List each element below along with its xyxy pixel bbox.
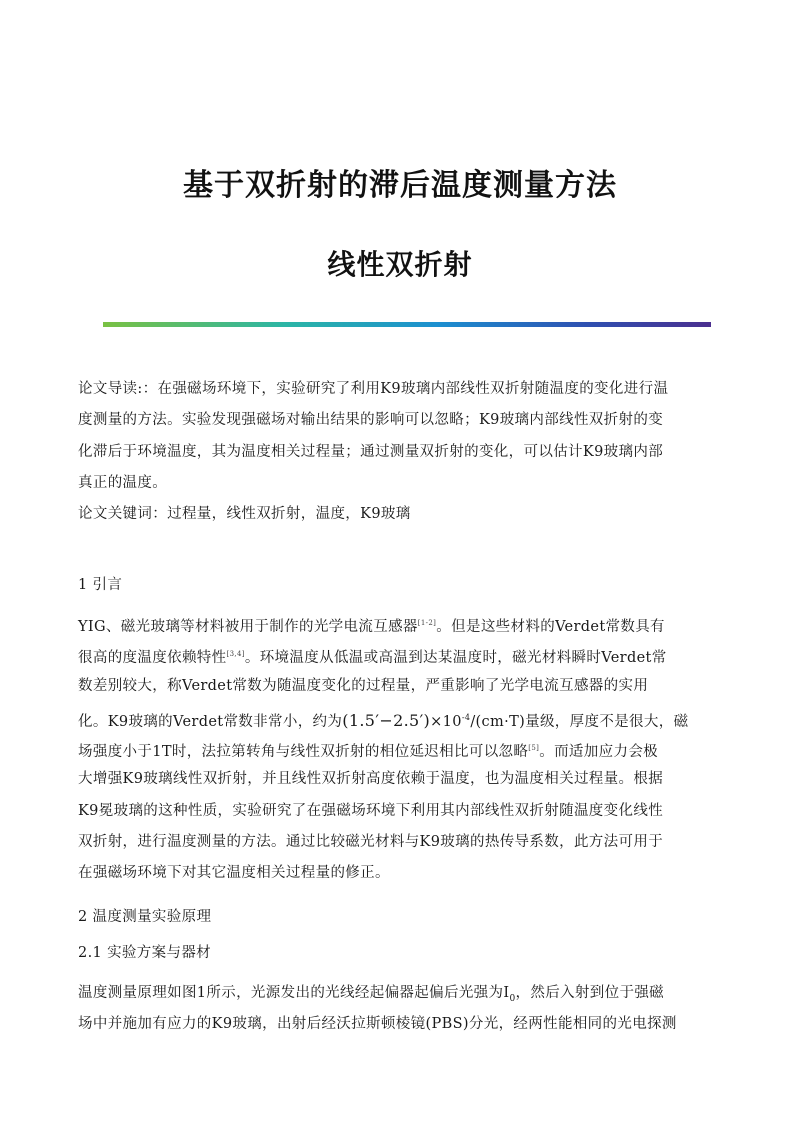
paragraph-line: YIG、磁光玻璃等材料被用于制作的光学电流互感器[1-2]。但是这些材料的Verdet常数具有 bbox=[78, 618, 665, 635]
math-expression: (1.5′−2.5′) bbox=[342, 710, 431, 730]
paper-subtitle: 线性双折射 bbox=[327, 248, 473, 281]
abstract bbox=[78, 374, 728, 530]
paragraph-line: 数差别较大，称Verdet常数为随温度变化的过程量，严重影响了光学电流互感器的实用 bbox=[78, 677, 649, 694]
paper-title: 基于双折射的滞后温度测量方法 bbox=[183, 168, 617, 203]
paragraph-line: 场中并施加有应力的K9玻璃，出射后经沃拉斯顿棱镜(PBS)分光，经两性能相同的光电探测 bbox=[78, 1016, 677, 1033]
citation: [1-2] bbox=[417, 619, 437, 627]
paragraph-line: 双折射，进行温度测量的方法。通过比较磁光材料与K9玻璃的热传导系数，此方法可用于 bbox=[78, 834, 664, 851]
subsection-heading: 2.1 实验方案与器材 bbox=[78, 945, 212, 961]
section-heading: 1 引言 bbox=[78, 577, 123, 593]
citation: [5] bbox=[528, 744, 540, 753]
paragraph-line: K9冕玻璃的这种性质，实验研究了在强磁场环境下利用其内部线性双折射随温度变化线性 bbox=[78, 802, 664, 819]
section-1-body bbox=[78, 608, 728, 890]
paragraph-line: 在强磁场环境下对其它温度相关过程量的修正。 bbox=[78, 865, 390, 882]
paragraph-line: 温度测量原理如图1所示，光源发出的光线经起偏器起偏后光强为$I_0$，然后入射到位于强磁 bbox=[78, 985, 665, 1004]
paragraph-line: 大增强K9玻璃线性双折射，并且线性双折射高度依赖于温度，也为温度相关过程量。根据 bbox=[78, 771, 664, 788]
citation: [3,4] bbox=[226, 650, 245, 659]
paragraph-line: 很高的度温度依赖特性[3,4]。环境温度从低温或高温到达某温度时，磁光材料瞬时Verdet常 bbox=[78, 650, 667, 667]
keywords: 论文关键词：过程量，线性双折射，温度，K9玻璃 bbox=[78, 506, 411, 523]
section-2-headings bbox=[78, 902, 728, 976]
abstract-line: 论文导读:：在强磁场环境下，实验研究了利用K9玻璃内部线性双折射随温度的变化进行温 bbox=[78, 381, 669, 397]
section-heading: 2 温度测量实验原理 bbox=[78, 909, 212, 925]
section-2-body bbox=[78, 978, 728, 1041]
title-divider bbox=[103, 322, 711, 327]
section-1-heading-wrap bbox=[78, 570, 728, 601]
abstract-line: 真正的温度。 bbox=[78, 474, 168, 491]
paragraph-line: 化。K9玻璃的Verdet常数非常小，约为$(1.5'-2.5')\times 10^{-4}/(cm\cdot T)$量级，厚度不是很大，磁 bbox=[78, 710, 689, 730]
paragraph-line: 场强度小于1T时，法拉第转角与线性双折射的相位延迟相比可以忽略[5]。而适加应力会极 bbox=[78, 744, 659, 761]
abstract-line: 度测量的方法。实验发现强磁场对输出结果的影响可以忽略；K9玻璃内部线性双折射的变 bbox=[78, 412, 664, 429]
abstract-line: 化滞后于环境温度，其为温度相关过程量；通过测量双折射的变化，可以估计K9玻璃内部 bbox=[78, 443, 664, 460]
